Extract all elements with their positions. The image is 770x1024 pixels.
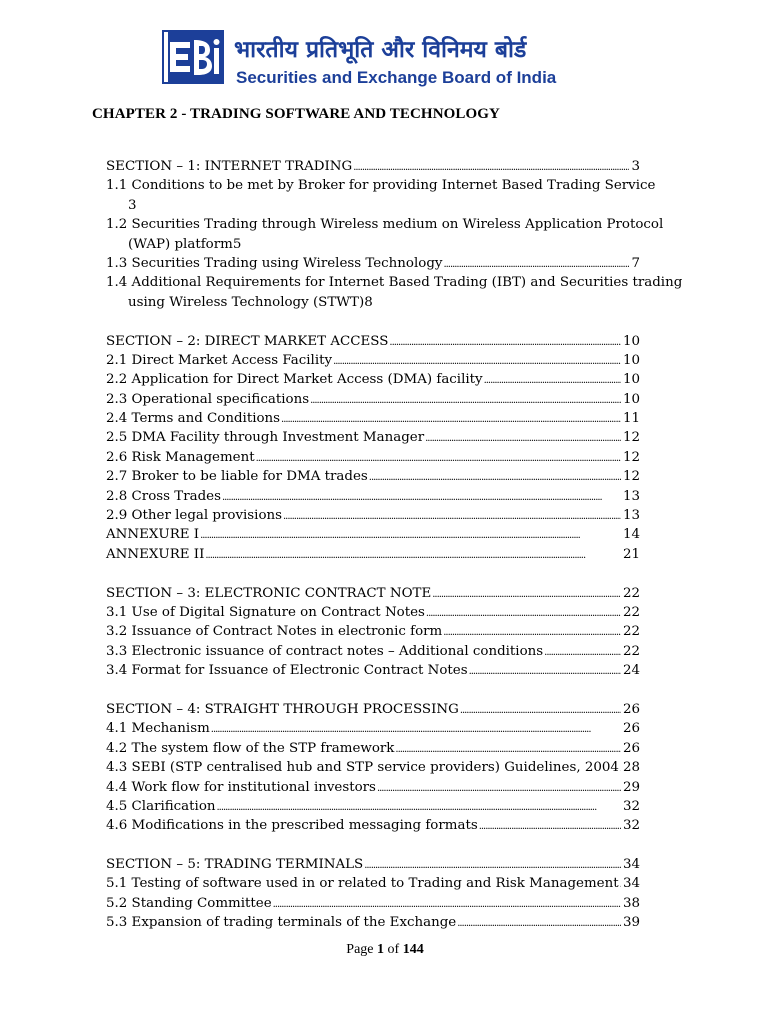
toc-page-number: 26 — [622, 740, 640, 756]
toc-entry-title: 3.4 Format for Issuance of Electronic Contract Notes — [106, 663, 468, 679]
toc-leader-dots — [443, 622, 621, 642]
toc-entry[interactable] — [106, 661, 640, 680]
toc-entry-title: 1.2 Securities Trading through Wireless medium on Wireless Application Protocol — [106, 217, 664, 233]
toc-entry[interactable] — [106, 758, 640, 777]
toc-leader-dots — [425, 428, 621, 448]
toc-entry[interactable] — [106, 273, 683, 312]
toc-entry[interactable] — [106, 874, 640, 893]
toc-leader-dots — [432, 584, 621, 604]
toc-page-number: 34 — [622, 876, 640, 892]
toc-leader-dots — [353, 157, 629, 177]
toc-leader-dots — [256, 448, 621, 468]
section-gap — [106, 312, 640, 331]
toc-entry[interactable] — [106, 351, 640, 370]
page-footer — [0, 942, 770, 958]
section-gap — [106, 836, 640, 855]
toc-entry-title: 4.3 SEBI (STP centralised hub and STP service providers) Guidelines, 2004 — [106, 760, 619, 776]
toc-leader-dots — [211, 719, 621, 739]
toc-page-number: 10 — [622, 372, 640, 388]
toc-entry[interactable] — [106, 390, 640, 409]
toc-entry-title: SECTION – 4: STRAIGHT THROUGH PROCESSING — [106, 701, 459, 717]
hindi-title: भारतीय प्रतिभूति और विनिमय बोर्ड — [234, 37, 527, 63]
toc-entry-title-continued: (WAP) platform — [128, 236, 233, 252]
toc-leader-dots — [222, 487, 621, 507]
toc-leader-dots — [457, 913, 621, 933]
toc-page-number: 28 — [622, 760, 640, 776]
toc-page-number: 5 — [232, 236, 242, 252]
section-gap — [106, 681, 640, 700]
toc-entry-title: 2.8 Cross Trades — [106, 488, 221, 504]
chapter-title: CHAPTER 2 - TRADING SOFTWARE AND TECHNOLOGY — [92, 106, 500, 122]
toc-entry[interactable] — [106, 448, 640, 467]
toc-page-number: 22 — [622, 624, 640, 640]
toc-page-number: 38 — [622, 895, 640, 911]
toc-page-number: 21 — [622, 546, 640, 562]
toc-entry-title: 3.3 Electronic issuance of contract notes – Additional conditions — [106, 643, 544, 659]
toc-entry[interactable] — [106, 409, 640, 428]
toc-page-number: 22 — [622, 643, 640, 659]
toc-page-number: 26 — [622, 721, 640, 737]
toc-leader-dots — [469, 661, 621, 681]
toc-entry-title: 3.2 Issuance of Contract Notes in electronic form — [106, 624, 443, 640]
toc-entry-title: SECTION – 1: INTERNET TRADING — [106, 159, 353, 174]
toc-entry-title: 4.2 The system flow of the STP framework — [106, 740, 395, 756]
toc-entry[interactable] — [106, 778, 640, 797]
toc-leader-dots — [377, 778, 621, 798]
footer-prefix: Page — [346, 942, 374, 957]
toc-leader-dots — [544, 642, 621, 662]
toc-leader-dots — [283, 506, 621, 526]
toc-entry[interactable] — [106, 622, 640, 641]
toc-entry[interactable] — [106, 525, 640, 544]
toc-entry-title: 2.5 DMA Facility through Investment Manager — [106, 430, 425, 446]
toc-leader-dots — [479, 816, 621, 836]
toc-page-number: 34 — [622, 857, 640, 873]
toc-page-number: 8 — [364, 294, 373, 310]
toc-page-number: 32 — [622, 818, 640, 834]
toc-page-number: 39 — [622, 915, 640, 931]
section-gap — [106, 564, 640, 583]
toc-entry[interactable] — [106, 506, 640, 525]
toc-entry-title-continued: using Wireless Technology (STWT) — [128, 294, 365, 310]
footer-of: of — [387, 942, 400, 957]
toc-entry[interactable] — [106, 428, 640, 447]
toc-leader-dots — [443, 254, 629, 274]
toc-entry[interactable] — [106, 719, 640, 738]
toc-leader-dots — [460, 700, 621, 720]
toc-section-heading[interactable] — [106, 332, 640, 351]
toc-entry[interactable] — [106, 545, 640, 564]
toc-page-number: 13 — [622, 508, 640, 524]
toc-leader-dots — [281, 409, 621, 429]
toc-leader-dots — [426, 603, 621, 623]
toc-page-number: 12 — [622, 469, 640, 485]
toc-leader-dots — [333, 351, 621, 371]
toc-leader-dots — [273, 894, 621, 914]
toc-entry[interactable] — [106, 370, 640, 389]
toc-leader-dots — [364, 855, 621, 875]
toc-entry[interactable] — [106, 176, 656, 215]
toc-entry-title: 5.1 Testing of software used in or related to Trading and Risk Management — [106, 876, 619, 892]
toc-entry[interactable] — [106, 254, 640, 273]
toc-leader-dots — [310, 390, 621, 410]
toc-entry-title: 2.1 Direct Market Access Facility — [106, 352, 333, 368]
toc-entry-title: 1.4 Additional Requirements for Internet Based Trading (IBT) and Securities trading — [106, 275, 683, 291]
toc-entry-title: ANNEXURE I — [106, 527, 200, 543]
toc-entry[interactable] — [106, 739, 640, 758]
toc-entry-title: 4.4 Work flow for institutional investors — [106, 779, 376, 795]
toc-entry[interactable] — [106, 797, 640, 816]
toc-entry-title: 2.4 Terms and Conditions — [106, 411, 281, 427]
toc-section-heading[interactable] — [106, 584, 640, 603]
toc-page-number: 22 — [622, 585, 640, 601]
toc-section-heading[interactable] — [106, 700, 640, 719]
toc-page-number: 32 — [622, 798, 640, 814]
toc-page-number: 10 — [622, 391, 640, 407]
toc-page-number: 3 — [128, 197, 137, 213]
toc-entry-title: 4.6 Modifications in the prescribed messaging formats — [106, 818, 478, 834]
toc-entry[interactable] — [106, 642, 640, 661]
english-title: Securities and Exchange Board of India — [236, 68, 557, 87]
toc-page-number: 10 — [622, 333, 640, 349]
toc-entry-title: 4.5 Clarification — [106, 798, 216, 814]
toc-leader-dots — [484, 370, 621, 390]
toc-leader-dots — [395, 739, 621, 759]
toc-entry-title: 2.9 Other legal provisions — [106, 508, 283, 524]
toc-entry[interactable] — [106, 215, 664, 254]
toc-entry-title: 5.2 Standing Committee — [106, 895, 272, 911]
toc-page-number: 11 — [622, 411, 640, 427]
toc-entry-title: 2.6 Risk Management — [106, 449, 255, 465]
toc-leader-dots — [389, 332, 621, 352]
toc-page-number: 12 — [622, 430, 640, 446]
toc-page-number: 12 — [622, 449, 640, 465]
toc-entry[interactable] — [106, 603, 640, 622]
toc-page-number: 22 — [622, 604, 640, 620]
toc-page-number: 24 — [622, 663, 640, 679]
toc-entry-title: 2.2 Application for Direct Market Access (DMA) facility — [106, 372, 483, 388]
toc-leader-dots — [369, 467, 621, 487]
toc-entry-title: SECTION – 2: DIRECT MARKET ACCESS — [106, 333, 389, 349]
toc-entry[interactable] — [106, 467, 640, 486]
toc-page-number: 14 — [622, 527, 640, 543]
toc-entry-title: 4.1 Mechanism — [106, 721, 210, 737]
footer-total-pages: 144 — [402, 942, 424, 957]
toc-entry-title: SECTION – 5: TRADING TERMINALS — [106, 857, 364, 873]
toc-entry-title: 2.7 Broker to be liable for DMA trades — [106, 469, 368, 485]
toc-entry-title: ANNEXURE II — [106, 546, 205, 562]
toc-section-heading[interactable] — [106, 157, 640, 176]
toc-entry-title: 5.3 Expansion of trading terminals of the Exchange — [106, 915, 457, 931]
toc-entry-title: 2.3 Operational specifications — [106, 391, 310, 407]
toc-leader-dots — [200, 525, 621, 545]
toc-entry-title: 1.3 Securities Trading using Wireless Technology — [106, 255, 443, 271]
toc-entry[interactable] — [106, 894, 640, 913]
toc-section-heading[interactable] — [106, 855, 640, 874]
toc-leader-dots — [217, 797, 621, 817]
toc-page-number: 3 — [631, 159, 640, 174]
table-of-contents — [106, 157, 683, 933]
sebi-logo-icon — [160, 28, 226, 86]
footer-current-page: 1 — [377, 942, 385, 957]
toc-entry-title: 1.1 Conditions to be met by Broker for providing Internet Based Trading Service — [106, 178, 656, 194]
header — [160, 28, 590, 90]
toc-entry-title: SECTION – 3: ELECTRONIC CONTRACT NOTE — [106, 585, 432, 601]
toc-page-number: 7 — [631, 255, 640, 271]
toc-page-number: 13 — [622, 488, 640, 504]
toc-entry[interactable] — [106, 913, 640, 932]
toc-page-number: 10 — [622, 352, 640, 368]
toc-entry[interactable] — [106, 816, 640, 835]
toc-page-number: 26 — [622, 701, 640, 717]
toc-leader-dots — [205, 545, 621, 565]
toc-entry[interactable] — [106, 487, 640, 506]
toc-entry-title: 3.1 Use of Digital Signature on Contract Notes — [106, 604, 425, 620]
toc-page-number: 29 — [622, 779, 640, 795]
